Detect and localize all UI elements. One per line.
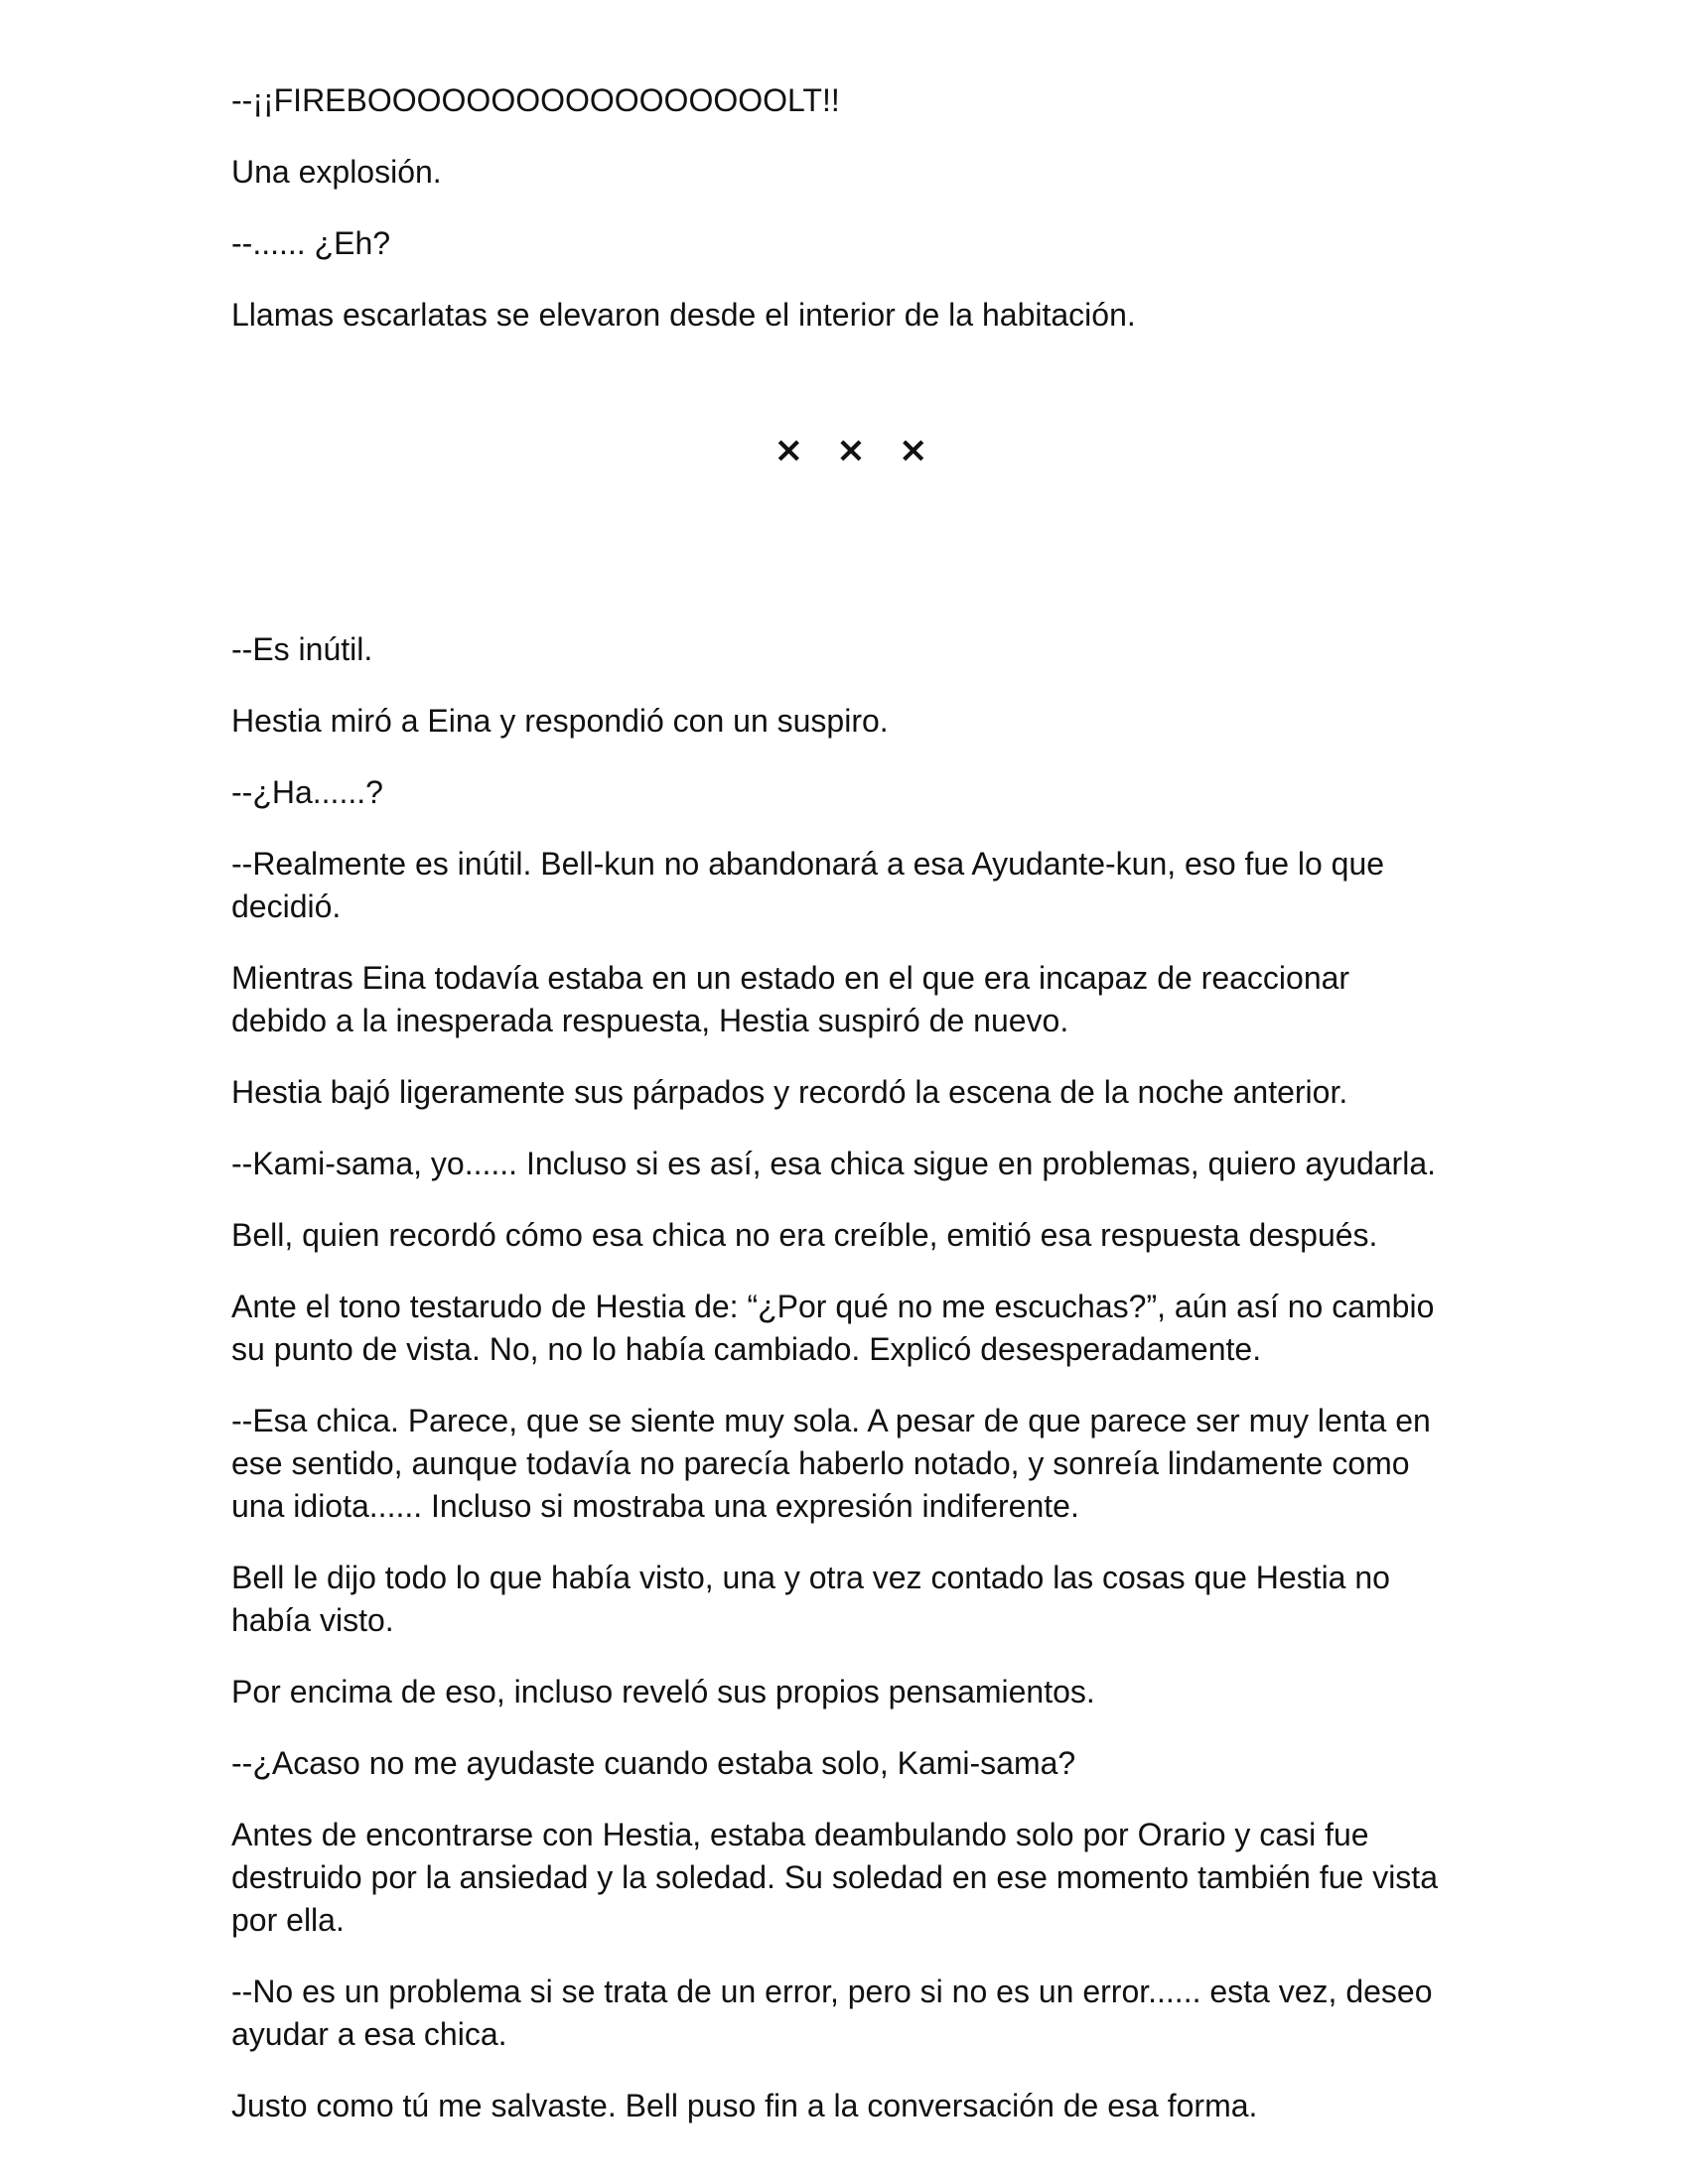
document-page bbox=[231, 79, 1453, 2156]
paragraph: Bell, quien recordó cómo esa chica no era creíble, emitió esa respuesta después. bbox=[231, 1217, 1378, 1253]
paragraph: --¿Acaso no me ayudaste cuando estaba solo, Kami-sama? bbox=[231, 1745, 1076, 1781]
paragraph: --Esa chica. Parece, que se siente muy sola. A pesar de que parece ser muy lenta en ese sentido, aunque todavía no parecía haberlo notado, y sonreía lindamente como una idiota...... Incluso si mostraba una expresión indiferente. bbox=[231, 1403, 1431, 1524]
paragraph: Bell le dijo todo lo que había visto, una y otra vez contado las cosas que Hestia no había visto. bbox=[231, 1560, 1390, 1638]
paragraph: Una explosión. bbox=[231, 154, 442, 190]
paragraph: Hestia bajó ligeramente sus párpados y recordó la escena de la noche anterior. bbox=[231, 1074, 1348, 1110]
paragraph: --Kami-sama, yo...... Incluso si es así, esa chica sigue en problemas, quiero ayudarla. bbox=[231, 1146, 1436, 1181]
paragraph: Por encima de eso, incluso reveló sus propios pensamientos. bbox=[231, 1674, 1095, 1709]
paragraph: Antes de encontrarse con Hestia, estaba deambulando solo por Orario y casi fue destruido por la ansiedad y la soledad. Su soledad en ese momento también fue vista por ella. bbox=[231, 1817, 1438, 1938]
paragraph: Ante el tono testarudo de Hestia de: “¿Por qué no me escuchas?”, aún así no cambio su punto de vista. No, no lo había cambiado. Explicó desesperadamente. bbox=[231, 1289, 1435, 1367]
paragraph: --...... ¿Eh? bbox=[231, 225, 391, 261]
paragraph: --Es inútil. bbox=[231, 631, 373, 667]
paragraph: Mientras Eina todavía estaba en un estado en el que era incapaz de reaccionar debido a la inesperada respuesta, Hestia suspiró de nuevo. bbox=[231, 960, 1350, 1038]
paragraph: --No es un problema si se trata de un error, pero si no es un error...... esta vez, deseo ayudar a esa chica. bbox=[231, 1974, 1433, 2052]
paragraph: Hestia miró a Eina y respondió con un suspiro. bbox=[231, 703, 889, 739]
paragraph: --¿Ha......? bbox=[231, 774, 383, 810]
scene-separator: × × × bbox=[774, 429, 938, 471]
paragraph: --¡¡FIREBOOOOOOOOOOOOOOOOOLT!! bbox=[231, 82, 840, 118]
paragraph: --Realmente es inútil. Bell-kun no abandonará a esa Ayudante-kun, eso fue lo que decidió. bbox=[231, 846, 1385, 924]
paragraph: Justo como tú me salvaste. Bell puso fin a la conversación de esa forma. bbox=[231, 2088, 1258, 2123]
scene-break bbox=[231, 306, 1453, 594]
paragraph: Llamas escarlatas se elevaron desde el interior de la habitación. bbox=[231, 297, 1136, 333]
